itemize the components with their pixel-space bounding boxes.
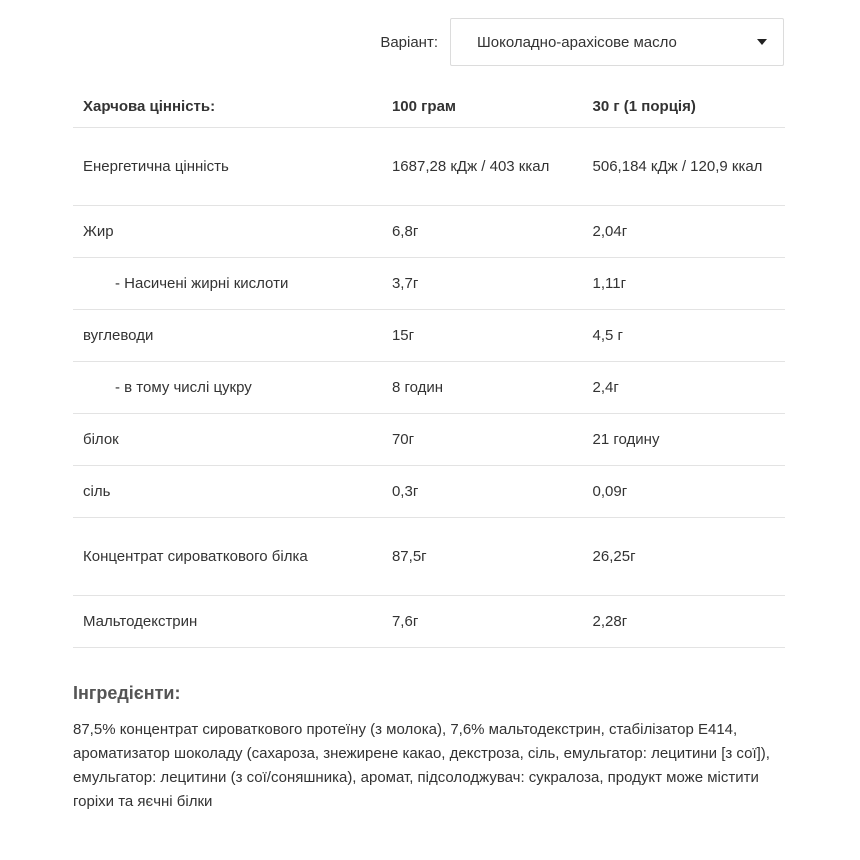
ingredients-title: Інгредієнти: <box>73 683 181 703</box>
value-per-100g: 7,6г <box>382 596 583 648</box>
table-row <box>73 414 785 466</box>
value-per-serving: 2,4г <box>583 362 785 414</box>
nutrient-name: Концентрат сироваткового білка <box>73 518 382 596</box>
table-row <box>73 466 785 518</box>
table-header-row <box>73 86 785 128</box>
table-row <box>73 596 785 648</box>
value-per-100g: 87,5г <box>382 518 583 596</box>
value-per-serving: 0,09г <box>583 466 785 518</box>
nutrient-name: Жир <box>73 206 382 258</box>
value-per-100g: 70г <box>382 414 583 466</box>
variant-row <box>0 17 784 67</box>
ingredients-section <box>73 683 785 814</box>
variant-select[interactable] <box>450 18 784 66</box>
nutrient-name: вуглеводи <box>73 310 382 362</box>
table-row <box>73 206 785 258</box>
value-per-100g: 8 годин <box>382 362 583 414</box>
value-per-serving: 1,11г <box>583 258 785 310</box>
value-per-100g: 0,3г <box>382 466 583 518</box>
variant-selected-value: Шоколадно-арахісове масло <box>477 33 677 51</box>
header-per-serving: 30 г (1 порція) <box>583 86 785 128</box>
value-per-serving: 2,28г <box>583 596 785 648</box>
value-per-100g: 1687,28 кДж / 403 ккал <box>382 128 583 206</box>
value-per-serving: 26,25г <box>583 518 785 596</box>
ingredients-text: 87,5% концентрат сироваткового протеїну (з молока), 7,6% мальтодекстрин, стабілізатор E414, ароматизатор шоколаду (сахароза, знежирене какао, декстроза, сіль, емульгатор: лецитини [з сої]), емульгатор: лецитини (з сої/соняшника), аромат, підсолоджувач: сукралоза, продукт може містити горіхи та яєчні білки <box>73 721 770 810</box>
nutrient-name: Мальтодекстрин <box>73 596 382 648</box>
table-row <box>73 362 785 414</box>
nutrition-table-body <box>73 128 785 648</box>
value-per-serving: 506,184 кДж / 120,9 ккал <box>583 128 785 206</box>
value-per-100g: 6,8г <box>382 206 583 258</box>
value-per-serving: 2,04г <box>583 206 785 258</box>
chevron-down-icon <box>757 39 767 45</box>
value-per-100g: 3,7г <box>382 258 583 310</box>
nutrient-name: сіль <box>73 466 382 518</box>
variant-label: Варіант: <box>380 33 438 51</box>
header-per-100g: 100 грам <box>382 86 583 128</box>
value-per-serving: 21 годину <box>583 414 785 466</box>
nutrient-name: - в тому числі цукру <box>73 362 382 414</box>
table-row <box>73 518 785 596</box>
nutrient-name: Енергетична цінність <box>73 128 382 206</box>
nutrition-table <box>73 86 785 648</box>
table-row <box>73 258 785 310</box>
value-per-100g: 15г <box>382 310 583 362</box>
nutrient-name: - Насичені жирні кислоти <box>73 258 382 310</box>
table-row <box>73 128 785 206</box>
header-nutrition: Харчова цінність: <box>73 86 382 128</box>
value-per-serving: 4,5 г <box>583 310 785 362</box>
nutrient-name: білок <box>73 414 382 466</box>
table-row <box>73 310 785 362</box>
